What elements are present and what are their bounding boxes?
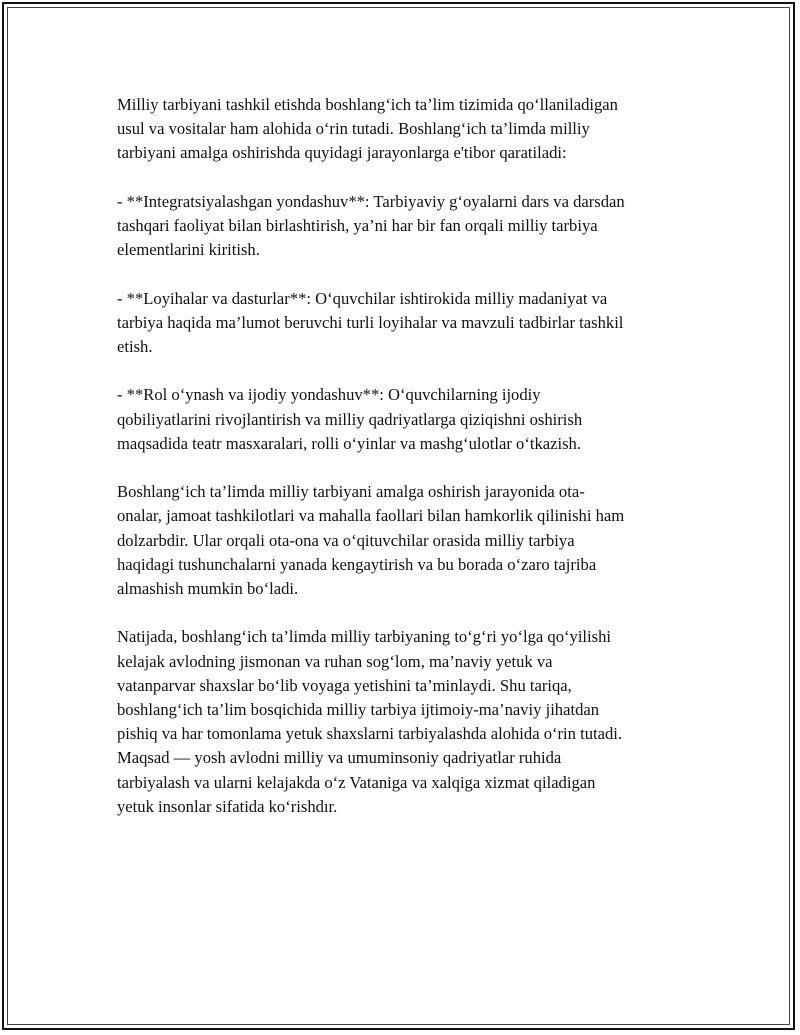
intro-paragraph: Milliy tarbiyani tashkil etishda boshlang‘ich ta’lim tizimida qo‘llaniladigan usul va vositalar ham alohida o‘rin tutadi. Boshlang‘ich ta’limda milliy tarbiyani amalga oshirishda quyidagi jarayonlarga e'tibor qaratiladi: <box>117 95 618 163</box>
cooperation-paragraph: Boshlang‘ich ta’limda milliy tarbiyani amalga oshirish jarayonida ota- onalar, jamoat tashkilotlari va mahalla faollari bilan hamkorlik qilinishi ham dolzarbdir. Ular orqali ota-ona va o‘qituvchilar orasida milliy tarbiya haqidagi tushunchalarni yanada kengaytirish va bu borada o‘zaro tajriba almashish mumkin bo‘ladi. <box>117 482 625 598</box>
list-item-integration: - **Integratsiyalashgan yondashuv**: Tarbiyaviy g‘oyalarni dars va darsdan tashqari faoliyat bilan birlashtirish, ya’ni har bir fan orqali milliy tarbiya elementlarini kiritish. <box>117 191 625 260</box>
conclusion-paragraph: Natijada, boshlang‘ich ta’limda milliy tarbiyaning to‘g‘ri yo‘lga qo‘yilishi kelajak avlodning jismonan va ruhan sog‘lom, ma’naviy yetuk va vatanparvar shaxslar bo‘lib voyaga yetishini ta’minlaydi. Shu tariqa, boshlang‘ich ta’lim bosqichida milliy tarbiya ijtimoiy-ma’naviy jihatdan pishiq va har tomonlama yetuk shaxslarni tarbiyalashda alohida o‘rin tutadi. Maqsad — yosh avlodni milliy va umuminsoniy qadriyatlar ruhida tarbiyalash va ularni kelajakda o‘z Vataniga va xalqiga xizmat qiladigan yetuk insonlar sifatida ko‘rishdır. <box>117 627 623 816</box>
list-item-projects: - **Loyihalar va dasturlar**: O‘quvchilar ishtirokida milliy madaniyat va tarbiya haqida ma’lumot beruvchi turli loyihalar va mavzuli tadbirlar tashkil etish. <box>117 288 624 356</box>
document-body <box>117 93 717 843</box>
list-item-role-play: - **Rol o‘ynash va ijodiy yondashuv**: O‘quvchilarning ijodiy qobiliyatlarini rivojlantirish va milliy qadriyatlarga qiziqishni oshirish maqsadida teatr masxaralari, rolli o‘yinlar va mashg‘ulotlar o‘tkazish. <box>117 385 583 453</box>
